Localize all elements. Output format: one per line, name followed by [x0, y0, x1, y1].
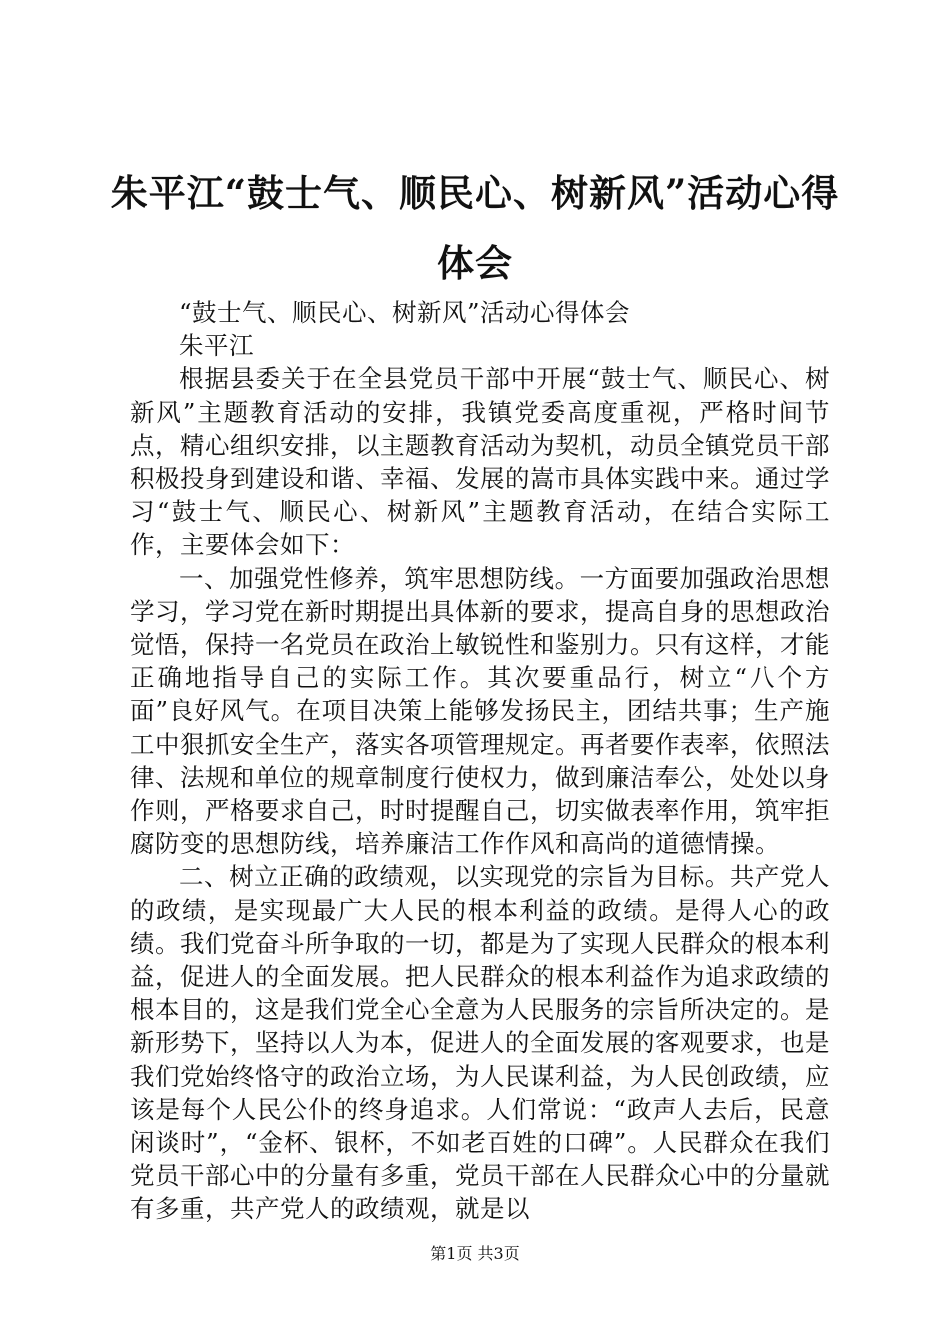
document-subtitle: “鼓士气、顺民心、树新风”活动心得体会	[179, 298, 631, 327]
page-number-footer: 第1页 共3页	[430, 1244, 520, 1263]
paragraph-section-2: 二、树立正确的政绩观，以实现党的宗旨为目标。共产党人的政绩，是实现最广大人民的根本利益的政绩。是得人心的政绩。我们党奋斗所争取的一切，都是为了实现人民群众的根本利益，促进人的全面发展。把人民群众的根本利益作为追求政绩的根本目的，这是我们党全心全意为人民服务的宗旨所决定的。是新形势下，坚持以人为本，促进人的全面发展的客观要求，也是我们党始终恪守的政治立场，为人民谋利益，为人民创政绩，应该是每个人民公仆的终身追求。人们常说：“政声人去后，民意闲谈时”，“金杯、银杯，不如老百姓的口碑”。人民群众在我们党员干部心中的分量有多重，党员干部在人民群众心中的分量就有多重，共产党人的政绩观，就是以	[130, 862, 830, 1224]
paragraph-section-1: 一、加强党性修养，筑牢思想防线。一方面要加强政治思想学习，学习党在新时期提出具体新的要求，提高自身的思想政治觉悟，保持一名党员在政治上敏锐性和鉴别力。只有这样，才能正确地指导自己的实际工作。其次要重品行，树立“八个方面”良好风气。在项目决策上能够发扬民主，团结共事；生产施工中狠抓安全生产，落实各项管理规定。再者要作表率，依照法律、法规和单位的规章制度行使权力，做到廉洁奉公，处处以身作则，严格要求自己，时时提醒自己，切实做表率作用，筑牢拒腐防变的思想防线，培养廉洁工作作风和高尚的道德情操。	[130, 563, 830, 859]
paragraph-intro: 根据县委关于在全县党员干部中开展“鼓士气、顺民心、树新风”主题教育活动的安排，我镇党委高度重视，严格时间节点，精心组织安排，以主题教育活动为契机，动员全镇党员干部积极投身到建设和谐、幸福、发展的嵩市具体实践中来。通过学习“鼓士气、顺民心、树新风”主题教育活动，在结合实际工作，主要体会如下：	[130, 364, 830, 560]
document-author: 朱平江	[179, 331, 254, 361]
document-title: 朱平江“鼓士气、顺民心、树新风”活动心得体会	[110, 171, 840, 285]
document-body	[130, 296, 830, 1226]
